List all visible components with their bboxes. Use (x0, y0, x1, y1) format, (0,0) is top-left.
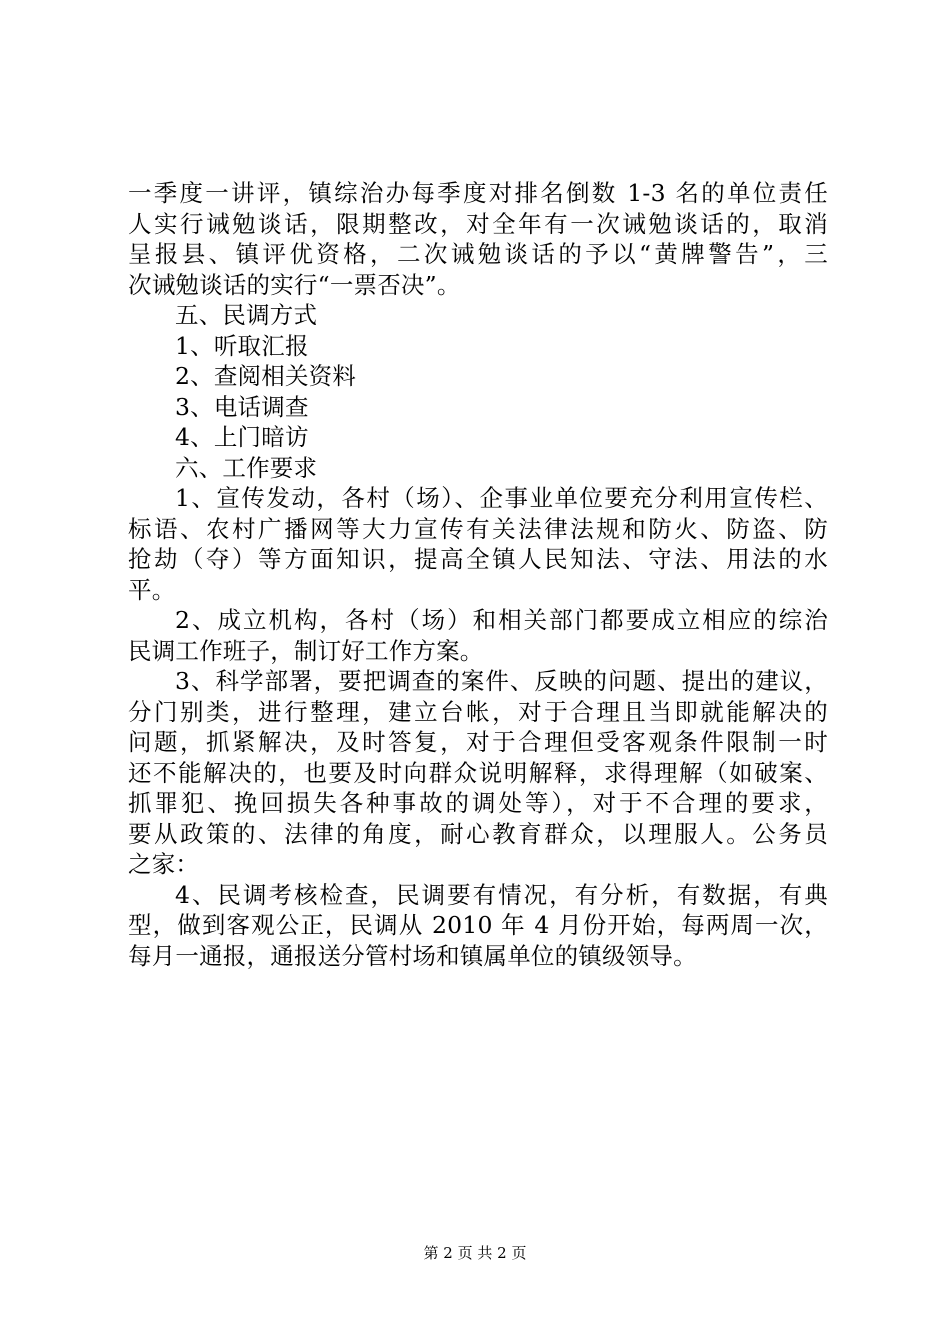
body-line: 抢劫（夺）等方面知识，提高全镇人民知法、守法、用法的水 (128, 545, 828, 573)
body-line: 抓罪犯、挽回损失各种事故的调处等），对于不合理的要求， (128, 789, 828, 817)
list-item: 4、上门暗访 (175, 423, 309, 451)
body-line: 3、科学部署，要把调查的案件、反映的问题、提出的建议， (175, 667, 828, 695)
body-line: 问题，抓紧解决，及时答复，对于合理但受客观条件限制一时 (128, 728, 828, 756)
body-line: 呈报县、镇评优资格，二次诫勉谈话的予以“黄牌警告”，三 (128, 240, 828, 268)
body-line: 每月一通报，通报送分管村场和镇属单位的镇级领导。 (128, 941, 697, 970)
body-line: 4、民调考核检查，民调要有情况，有分析，有数据，有典 (175, 880, 828, 909)
document-body (128, 178, 828, 971)
body-line: 人实行诫勉谈话，限期整改，对全年有一次诫勉谈话的，取消 (128, 209, 828, 238)
body-line: 1、宣传发动，各村（场）、企事业单位要充分利用宣传栏、 (175, 484, 828, 512)
body-line: 型，做到客观公正，民调从 2010 年 4 月份开始，每两周一次， (128, 911, 828, 939)
body-line: 民调工作班子，制订好工作方案。 (128, 636, 484, 665)
list-item: 2、查阅相关资料 (175, 362, 357, 390)
body-line: 2、成立机构，各村（场）和相关部门都要成立相应的综治 (175, 606, 828, 634)
body-line: 要从政策的、法律的角度，耐心教育群众，以理服人。公务员 (128, 819, 828, 848)
list-item: 3、电话调查 (175, 392, 309, 421)
body-line: 标语、农村广播网等大力宣传有关法律法规和防火、防盗、防 (128, 514, 828, 543)
body-line: 一季度一讲评，镇综治办每季度对排名倒数 1-3 名的单位责任 (128, 179, 828, 207)
section-heading-6: 六、工作要求 (175, 453, 318, 482)
body-line: 分门别类，进行整理，建立台帐，对于合理且当即就能解决的 (128, 697, 828, 726)
body-line: 平。 (128, 575, 176, 604)
body-line: 次诫勉谈话的实行“一票否决”。 (128, 270, 461, 299)
body-line: 之家： (128, 850, 200, 878)
page-footer: 第 2 页 共 2 页 (423, 1244, 527, 1262)
list-item: 1、听取汇报 (175, 331, 309, 360)
section-heading-5: 五、民调方式 (175, 301, 318, 329)
body-line: 还不能解决的，也要及时向群众说明解释，求得理解（如破案、 (128, 758, 828, 787)
